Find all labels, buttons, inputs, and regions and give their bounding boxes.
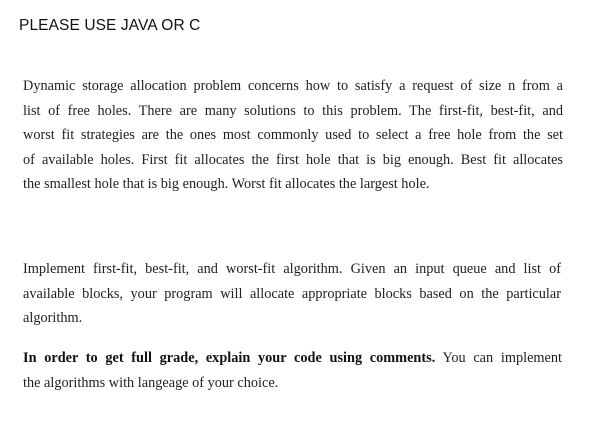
paragraph-grading-note xyxy=(23,346,562,395)
text-line: the algorithms with langeage of your choice. xyxy=(23,374,279,391)
text-line: worst fit strategies are the ones most commonly used to select a free hole from the set xyxy=(23,127,563,143)
instruction-note: PLEASE USE JAVA OR C xyxy=(19,17,201,34)
text-line: list of free holes. There are many solutions to this problem. The first-fit, best-fit, and xyxy=(23,102,563,119)
grading-emphasis: In order to get full grade, explain your code using comments. xyxy=(23,350,436,366)
text-line: algorithm. xyxy=(23,310,83,326)
text-line: available blocks, your program will allocate appropriate blocks based on the particular xyxy=(23,285,561,302)
grading-rest: You can implement xyxy=(435,350,562,366)
paragraph-problem-description xyxy=(23,74,563,197)
text-line: Implement first-fit, best-fit, and worst-fit algorithm. Given an input queue and list of xyxy=(23,261,561,277)
text-line xyxy=(23,346,562,371)
paragraph-task xyxy=(23,257,561,331)
text-line: the smallest hole that is big enough. Worst fit allocates the largest hole. xyxy=(23,176,430,192)
text-line: of available holes. First fit allocates the first hole that is big enough. Best fit allocates xyxy=(23,151,563,168)
text-line: Dynamic storage allocation problem concerns how to satisfy a request of size n from a xyxy=(23,78,563,94)
